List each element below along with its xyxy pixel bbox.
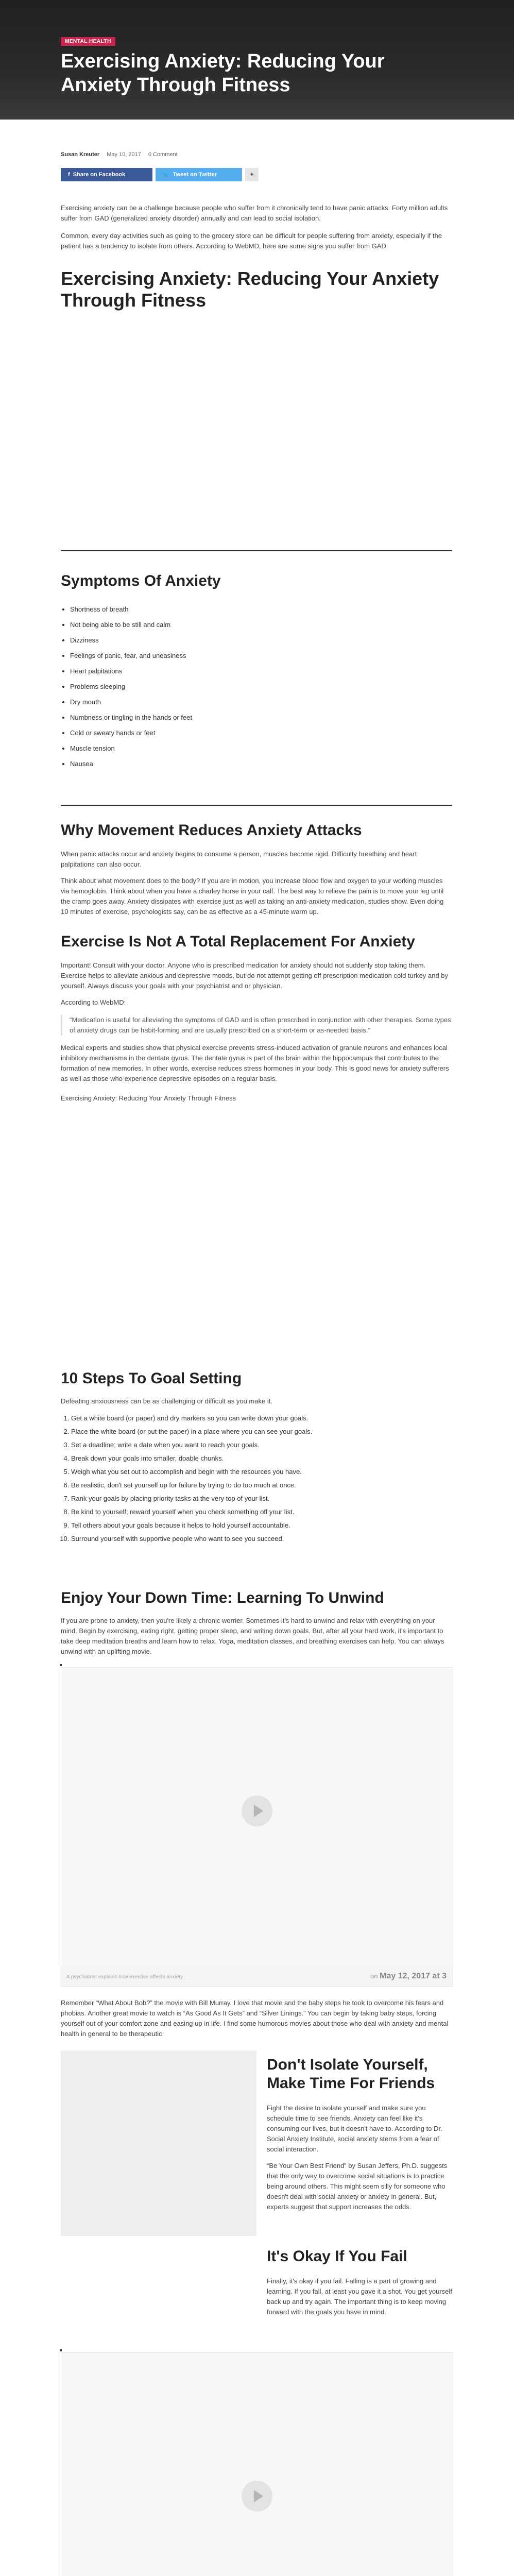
divider xyxy=(61,550,452,551)
list-item: 5. Weigh what you set out to accomplish and begin with the resources you have. xyxy=(71,1465,452,1479)
steps-intro: Defeating anxiousness can be as challenging or difficult as you make it. xyxy=(61,1397,272,1405)
fail-heading: It's Okay If You Fail xyxy=(267,2248,407,2265)
notreplacement-heading: Exercise Is Not A Total Replacement For Anxiety xyxy=(61,933,415,950)
author-name[interactable]: Susan Kreuter xyxy=(61,151,100,158)
video-thumbnail xyxy=(61,2353,453,2576)
list-item: 10. Surround yourself with supportive people who want to see you succeed. xyxy=(71,1532,452,1546)
notreplacement-paragraph: Important! Consult with your doctor. Anyone who is prescribed medication for anxiety should not suddenly stop taking them. Exercise helps to alleviate anxious and depressive moods, but do not attempt getting off prescription medication cold turkey and by yourself. Always discuss your goals with your psychiatrist and or physician. xyxy=(61,961,449,990)
list-item: • Nausea xyxy=(70,756,452,772)
list-item: 7. Rank your goals by placing priority tasks at the very top of your list. xyxy=(71,1492,452,1505)
publish-date: May 10, 2017 xyxy=(107,151,141,158)
image-caption: Exercising Anxiety: Reducing Your Anxiety Through Fitness xyxy=(61,1094,236,1102)
section-title: Exercising Anxiety: Reducing Your Anxiety Through Fitness xyxy=(61,268,439,311)
intro-paragraph: Common, every day activities such as going to the grocery store can be difficult for people suffering from anxiety, especially if the patient has a tendency to isolate from others. According to WebMD, here are some signs you suffer from GAD: xyxy=(61,232,442,250)
hero-banner xyxy=(0,0,514,120)
notreplacement-paragraph: Medical experts and studies show that physical exercise prevents stress-induced activation of granule neurons and enhances local inhibitory mechanisms in the dentate gyrus. The dentate gyrus is part of the brain within the hippocampus that contributes to the formation of new memories. In other words, exercise reduces stress hormones in your body. This is good news for anxiety sufferers as well as those who experience depressive episodes on a regular basis. xyxy=(61,1044,449,1082)
intro-section xyxy=(61,203,452,251)
why-paragraph: Think about what movement does to the body? If you are in motion, you increase blood flow and oxygen to your working muscles via hemoglobin. Think about when you have a charley horse in your calf. The best way to relieve the pain is to move your leg until the cramp goes away. Anxiety dissipates with exercise just as well as taking an anti-anxiety medication, studies show. Even doing 10 minutes of exercise, psychologists say, can be as effective as a 45-minute warm up. xyxy=(61,877,444,916)
steps-section xyxy=(61,1369,452,1546)
why-heading: Why Movement Reduces Anxiety Attacks xyxy=(61,822,362,839)
facebook-icon: f xyxy=(68,172,70,178)
play-icon[interactable] xyxy=(242,1795,272,1826)
isolate-heading: Don't Isolate Yourself, Make Time For Friends xyxy=(267,2056,435,2092)
fail-paragraph: Finally, it's okay if you fail. Falling is a part of growing and learning. If you fall, at least you gave it a shot. You get yourself back up and try again. The important thing is to keep moving forward with the goals you have in mind. xyxy=(267,2277,452,2316)
video-embed[interactable] xyxy=(61,2352,453,2576)
fail-heading-block xyxy=(267,2247,452,2266)
list-item: 4. Break down your goals into smaller, doable chunks. xyxy=(71,1452,452,1465)
share-twitter-label: Tweet on Twitter xyxy=(173,172,217,178)
list-item: • Problems sleeping xyxy=(70,679,452,694)
remember-paragraph: Remember “What About Bob?” the movie with Bill Murray, I love that movie and the baby steps he took to overcome his fears and phobias. Another great movie to watch is “As Good As It Gets” and “Silver Linings.” You can begin by taking baby steps, forcing yourself out of your comfort zone and easing up in life. I find some humorous movies about those who deal with anxiety and mental health in general to be therapeutic. xyxy=(61,1999,449,2038)
steps-heading: 10 Steps To Goal Setting xyxy=(61,1370,242,1387)
video-timestamp-prefix: on xyxy=(370,1972,378,1980)
list-item: • Dry mouth xyxy=(70,694,452,710)
play-icon[interactable] xyxy=(242,2481,272,2512)
fail-section xyxy=(61,2276,452,2317)
video-timestamp xyxy=(370,1972,447,1981)
why-section xyxy=(61,821,452,917)
symptoms-list xyxy=(61,602,452,772)
video-caption: A psychiatrist explains how exercise affects anxiety xyxy=(66,1974,183,1980)
share-twitter-button[interactable] xyxy=(156,168,242,181)
downtime-paragraph: If you are prone to anxiety, then you're likely a chronic worrier. Sometimes it's hard to unwind and relax with everything on your mind. Begin by exercising, eating right, getting proper sleep, and writing down goals. But, after all your hard work, it's important to take deep meditation breaths and learn how to relax. Yoga, meditation classes, and breathing exercises can help. You can always unwind with an uplifting movie. xyxy=(61,1617,444,1655)
list-item: • Heart palpitations xyxy=(70,664,452,679)
category-tag[interactable]: MENTAL HEALTH xyxy=(61,37,115,46)
video-embed[interactable] xyxy=(61,1667,453,1987)
list-item: 9. Tell others about your goals because it helps to hold yourself accountable. xyxy=(71,1519,452,1532)
steps-list xyxy=(61,1412,452,1546)
list-item: • Muscle tension xyxy=(70,741,452,756)
divider xyxy=(61,805,452,806)
list-item: 1. Get a white board (or paper) and dry markers so you can write down your goals. xyxy=(71,1412,452,1425)
isolate-paragraph: Fight the desire to isolate yourself and make sure you schedule time to see friends. Anxiety can feel like it's consuming our lives, but it doesn't have to. According to Dr. Social Anxiety Institute, social anxiety stems from a fear of social interaction. xyxy=(267,2104,442,2153)
video-timestamp-date: May 12, 2017 at 3 xyxy=(380,1972,447,1980)
share-facebook-label: Share on Facebook xyxy=(73,172,126,178)
isolate-section xyxy=(267,2056,452,2212)
notreplacement-section xyxy=(61,933,452,1104)
list-item: • Shortness of breath xyxy=(70,602,452,617)
share-facebook-button[interactable] xyxy=(61,168,152,181)
video-marker xyxy=(60,2349,62,2351)
why-paragraph: When panic attacks occur and anxiety begins to consume a person, muscles become rigid. Difficulty breathing and heart palpitations can also occur. xyxy=(61,850,417,868)
list-item: 2. Place the white board (or put the paper) in a place where you can see your goals. xyxy=(71,1425,452,1438)
friends-image xyxy=(61,2050,256,2236)
downtime-section xyxy=(61,1589,452,1657)
share-bar xyxy=(61,168,259,181)
notreplacement-paragraph: According to WebMD: xyxy=(61,998,126,1006)
intro-paragraph: Exercising anxiety can be a challenge because people who suffer from it chronically tend to have panic attacks. Forty million adults suffer from GAD (generalized anxiety disorder) annually and can lead to social isolation. xyxy=(61,204,448,222)
symptoms-heading: Symptoms Of Anxiety xyxy=(61,572,221,589)
article-title: Exercising Anxiety: Reducing Your Anxiety Through Fitness xyxy=(61,50,385,96)
twitter-icon: 🐦 xyxy=(163,172,170,178)
downtime-heading: Enjoy Your Down Time: Learning To Unwind xyxy=(61,1589,384,1606)
comment-count[interactable]: 0 Comment xyxy=(148,151,178,158)
list-item: • Not being able to be still and calm xyxy=(70,617,452,633)
isolate-paragraph: “Be Your Own Best Friend” by Susan Jeffers, Ph.D. suggests that the only way to overcome social situations is to practice being around others. This might seem silly for someone who doesn't deal with social anxiety or anxiety in general. But, experts suggest that support increases the odds. xyxy=(267,2162,448,2211)
share-more-button[interactable]: + xyxy=(245,168,259,181)
list-item: • Feelings of panic, fear, and uneasiness xyxy=(70,648,452,664)
list-item: 8. Be kind to yourself; reward yourself when you check something off your list. xyxy=(71,1505,452,1519)
section-title-block xyxy=(61,268,452,311)
list-item: 6. Be realistic, don't set yourself up for failure by trying to do too much at once. xyxy=(71,1479,452,1492)
remember-section xyxy=(61,1998,452,2039)
list-item: • Dizziness xyxy=(70,633,452,648)
list-item: 3. Set a deadline; write a date when you want to reach your goals. xyxy=(71,1438,452,1452)
video-marker xyxy=(60,1664,62,1666)
webmd-quote: “Medication is useful for alleviating the symptoms of GAD and is often prescribed in conjunction with other therapies. Some types of anxiety drugs can be habit-forming and are usually prescribed on a short-term or as-needed basis.” xyxy=(61,1015,452,1036)
list-item: • Cold or sweaty hands or feet xyxy=(70,725,452,741)
article-meta xyxy=(61,151,178,158)
list-item: • Numbness or tingling in the hands or feet xyxy=(70,710,452,725)
symptoms-section xyxy=(61,572,452,772)
